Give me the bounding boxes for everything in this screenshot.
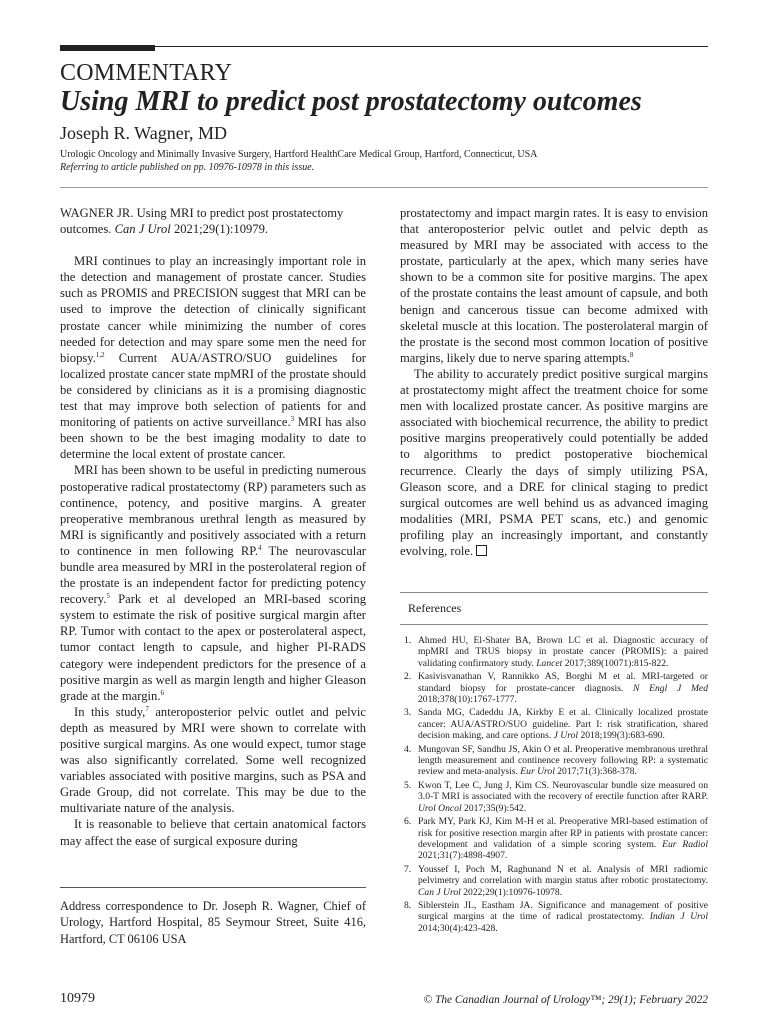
paragraph-5: The ability to accurately predict positive surgical margins at prostatectomy might affect the treatment choice for some men with localized prostate cancer. As positive margins are associated with biochemical recurrence, the ability to predict positive margins preoperatively could potentially be added to algorithms to predict postoperative biochemical recurrence. Clearly the days of simply utilizing PSA, Gleason score, and a DRE for clinical staging to predict surgical outcomes are well behind us as advanced imaging modalities (MRI, PSMA PET scans, etc.) and genomic profiling play an increasingly important, and constantly evolving, role. <box>400 366 708 558</box>
header-rule <box>60 46 708 47</box>
paragraph-2: MRI has been shown to be useful in predicting numerous postoperative radical prostatectomy (RP) parameters such as continence, potency, and positive margins. A greater preoperative membranous urethral length as measured by MRI is significantly and positively associated with a return to continence in men following RP.$^4$ The neurovascular bundle area measured by MRI in the posterolateral region of the prostate is an independent factor for predicting potency recovery.$^5$ Park et al developed an MRI-based scoring system to estimate the risk of positive surgical margin after RP. Tumor with contact to the apex or posterolateral aspect, tumor contact length to capsule, and higher PI-RADS category were independent predictors for the presence of a positive margin as well as margin length and higher Gleason grade at the margin.$^6$ <box>60 463 366 703</box>
reference-item: 7. Youssef I, Poch M, Raghunand N et al. Analysis of MRI radiomic pelvimetry and correlation with margin status after robotic prostatectomy. Can J Urol 2022;29(1):10976-10978. <box>404 863 708 898</box>
page-number: 10979 <box>60 991 95 1006</box>
left-column <box>60 205 366 849</box>
reference-item: 8. Siblerstein JL, Eastham JA. Significance and management of positive surgical margins at the time of radical prostatectomy. Indian J Urol 2014;30(4):423-428. <box>404 899 708 934</box>
references-box <box>400 592 708 936</box>
references-list <box>400 635 708 934</box>
reference-number: 2. <box>404 671 412 683</box>
right-column <box>400 205 708 559</box>
references-heading: References <box>408 601 462 615</box>
referring-note: Referring to article published on pp. 10976-10978 in this issue. <box>60 162 315 173</box>
paragraph-3: In this study,$^7$ anteroposterior pelvic outlet and pelvic depth as measured by MRI were shown to correlate with positive surgical margins. As one would expect, tumor stage was also significantly correlated. Some well recognized variables associated with positive margins, such as PSA and Grade Group, did not correlate. This may be due to the multivariate nature of the analysis. <box>60 704 366 816</box>
correspondence-address: Address correspondence to Dr. Joseph R. Wagner, Chief of Urology, Hartford Hospital, 85 Seymour Street, Suite 416, Hartford, CT 06106 USA <box>60 899 366 946</box>
reference-number: 1. <box>404 635 412 646</box>
address-divider <box>60 887 366 888</box>
reference-number: 5. <box>404 779 412 791</box>
reference-number: 6. <box>404 816 412 828</box>
paragraph-1: MRI continues to play an increasingly important role in the detection and management of prostate cancer. Studies such as PROMIS and PRECISION suggest that MRI can be used to improve the detection of clinically significant prostate cancer while minimizing the number of cores needed for detection and may spare some men the need for biopsy.$^{1,2}$ Current AUA/ASTRO/SUO guidelines for localized prostate cancer state mpMRI of the prostate should be considered by clinicians as it is a promising diagnostic test that may improve both selection of patients for and monitoring of patients on active surveillance.$^3$ MRI has also been shown to be the best imaging modality to date to determine the local extent of prostate cancer. <box>60 254 366 462</box>
author-name: Joseph R. Wagner, MD <box>60 123 227 143</box>
end-of-article-square-icon <box>476 545 487 556</box>
reference-item: 1. Ahmed HU, El-Shater BA, Brown LC et al. Diagnostic accuracy of mpMRI and TRUS biopsy in prostate cancer (PROMIS): a paired validating confirmatory study. Lancet 2017;389(10071):815-822. <box>404 635 708 669</box>
reference-item: 4. Mungovan SF, Sandhu JS, Akin O et al. Preoperative membranous urethral length measurement and continence recovery following RP: a systematic review and meta-analysis. Eur Urol 2017;71(3):368-378. <box>404 743 708 778</box>
article-title: Using MRI to predict post prostatectomy outcomes <box>60 86 642 117</box>
section-label: COMMENTARY <box>60 60 233 86</box>
reference-number: 8. <box>404 899 412 911</box>
paragraph-4-continued: prostatectomy and impact margin rates. It is easy to envision that anteroposterior pelvic outlet and pelvic depth as measured by MRI may be associated with access to the prostate, particularly at the apex, which many series have shown to be a common site for positive margins. The apex of the prostate contains the least amount of capsule, and both benign and cancerous tissue can become admixed with skeletal muscle at this location. The posterolateral margin of the prostate is the second most common location of positive margins, likely due to nerve sparing attempts.$^8$ <box>400 206 708 365</box>
author-affiliation: Urologic Oncology and Minimally Invasive Surgery, Hartford HealthCare Medical Group, Hartford, Connecticut, USA <box>60 149 538 160</box>
reference-item: 5. Kwon T, Lee C, Jung J, Kim CS. Neurovascular bundle size measured on 3.0-T MRI is associated with the recovery of erectile function after RARP. Urol Oncol 2017;35(9):542. <box>404 779 708 814</box>
citation-line: WAGNER JR. Using MRI to predict post prostatectomy outcomes. Can J Urol 2021;29(1):10979. <box>60 206 344 237</box>
header-divider <box>60 187 708 188</box>
journal-footer: © The Canadian Journal of Urology™; 29(1); February 2022 <box>423 994 708 1006</box>
paragraph-4-start: It is reasonable to believe that certain anatomical factors may affect the ease of surgical exposure during <box>60 817 366 848</box>
reference-number: 7. <box>404 863 412 875</box>
reference-number: 4. <box>404 743 412 755</box>
references-rule <box>400 624 708 625</box>
reference-item: 6. Park MY, Park KJ, Kim M-H et al. Preoperative MRI-based estimation of risk for positive resection margin after RP in patients with prostate cancer: development and validation of a simple scoring system. Eur Radiol 2021;31(7):4898-4907. <box>404 816 708 862</box>
reference-number: 3. <box>404 707 412 719</box>
reference-item: 3. Sanda MG, Cadeddu JA, Kirkby E et al. Clinically localized prostate cancer: AUA/ASTRO/SUO guideline. Part I: risk stratification, shared decision making, and care options. J Urol 2018;199(3):683-690. <box>404 707 708 742</box>
reference-item: 2. Kasivisvanathan V, Rannikko AS, Borghi M et al. MRI-targeted or standard biopsy for prostate-cancer diagnosis. N Engl J Med 2018;378(10):1767-1777. <box>404 671 708 706</box>
